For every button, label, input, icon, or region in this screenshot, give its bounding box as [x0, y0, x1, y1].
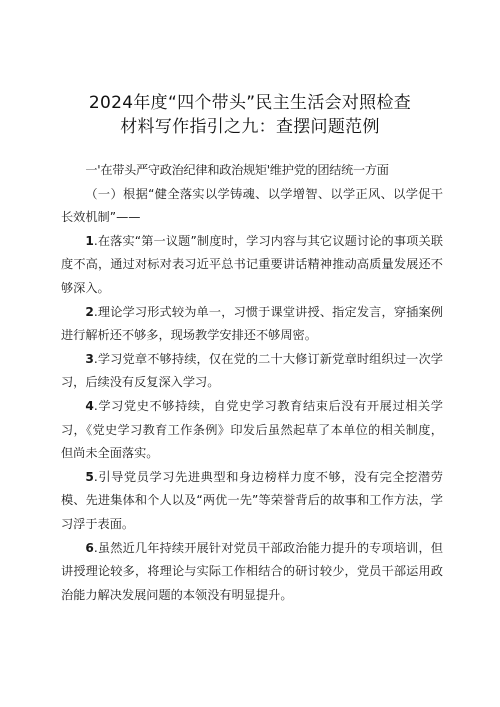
document-title-line2: 材料写作指引之九：查摆问题范例: [120, 117, 380, 137]
list-item: [61, 537, 443, 608]
list-item: [61, 466, 443, 537]
item-number: 3: [85, 351, 94, 366]
item-text: .学习党史不够持续，自党史学习教育结束后没有开展过相关学习，《党史学习教育工作条例》印发后虽然起草了本单位的相关制度，但尚未全面落实。: [61, 398, 443, 461]
item-number: 6: [85, 540, 94, 555]
item-text: .学习党章不够持续，仅在党的二十大修订新党章时组织过一次学习，后续没有反复深入学习。: [61, 351, 443, 390]
sub-heading: （一）根据“健全落实以学铸魂、以学增智、以学正风、以学促干长效机制”——: [61, 186, 443, 225]
item-text: .在落实“第一议题”制度时，学习内容与其它议题讨论的事项关联度不高，通过对标对表习近平总书记重要讲话精神推动高质量发展还不够深入。: [61, 233, 443, 295]
list-item: [61, 395, 443, 466]
list-item: [61, 301, 443, 348]
item-text: .虽然近几年持续开展针对党员干部政治能力提升的专项培训，但讲授理论较多，将理论与实际工作相结合的研讨较少，党员干部运用政治能力解决发展问题的本领没有明显提升。: [61, 540, 443, 602]
item-text: .引导党员学习先进典型和身边榜样力度不够，没有完全挖潜劳模、先进集体和个人以及“两优一先”等荣誉背后的故事和工作方法，学习浮于表面。: [61, 469, 443, 531]
item-text: .理论学习形式较为单一，习惯于课堂讲授、指定发言，穿插案例进行解析还不够多，现场教学安排还不够周密。: [61, 304, 443, 343]
item-number: 4: [85, 398, 94, 413]
item-number: 2: [85, 304, 94, 319]
document-title-line1: 2024年度“四个带头”民主生活会对照检查: [88, 93, 412, 113]
list-item: [61, 230, 443, 301]
document-body: [61, 159, 443, 607]
item-number: 1: [85, 233, 94, 248]
list-item: [61, 348, 443, 395]
section-heading: 一'在带头严守政治纪律和政治规矩'维护党的团结统一方面: [85, 163, 389, 177]
item-number: 5: [85, 469, 94, 484]
